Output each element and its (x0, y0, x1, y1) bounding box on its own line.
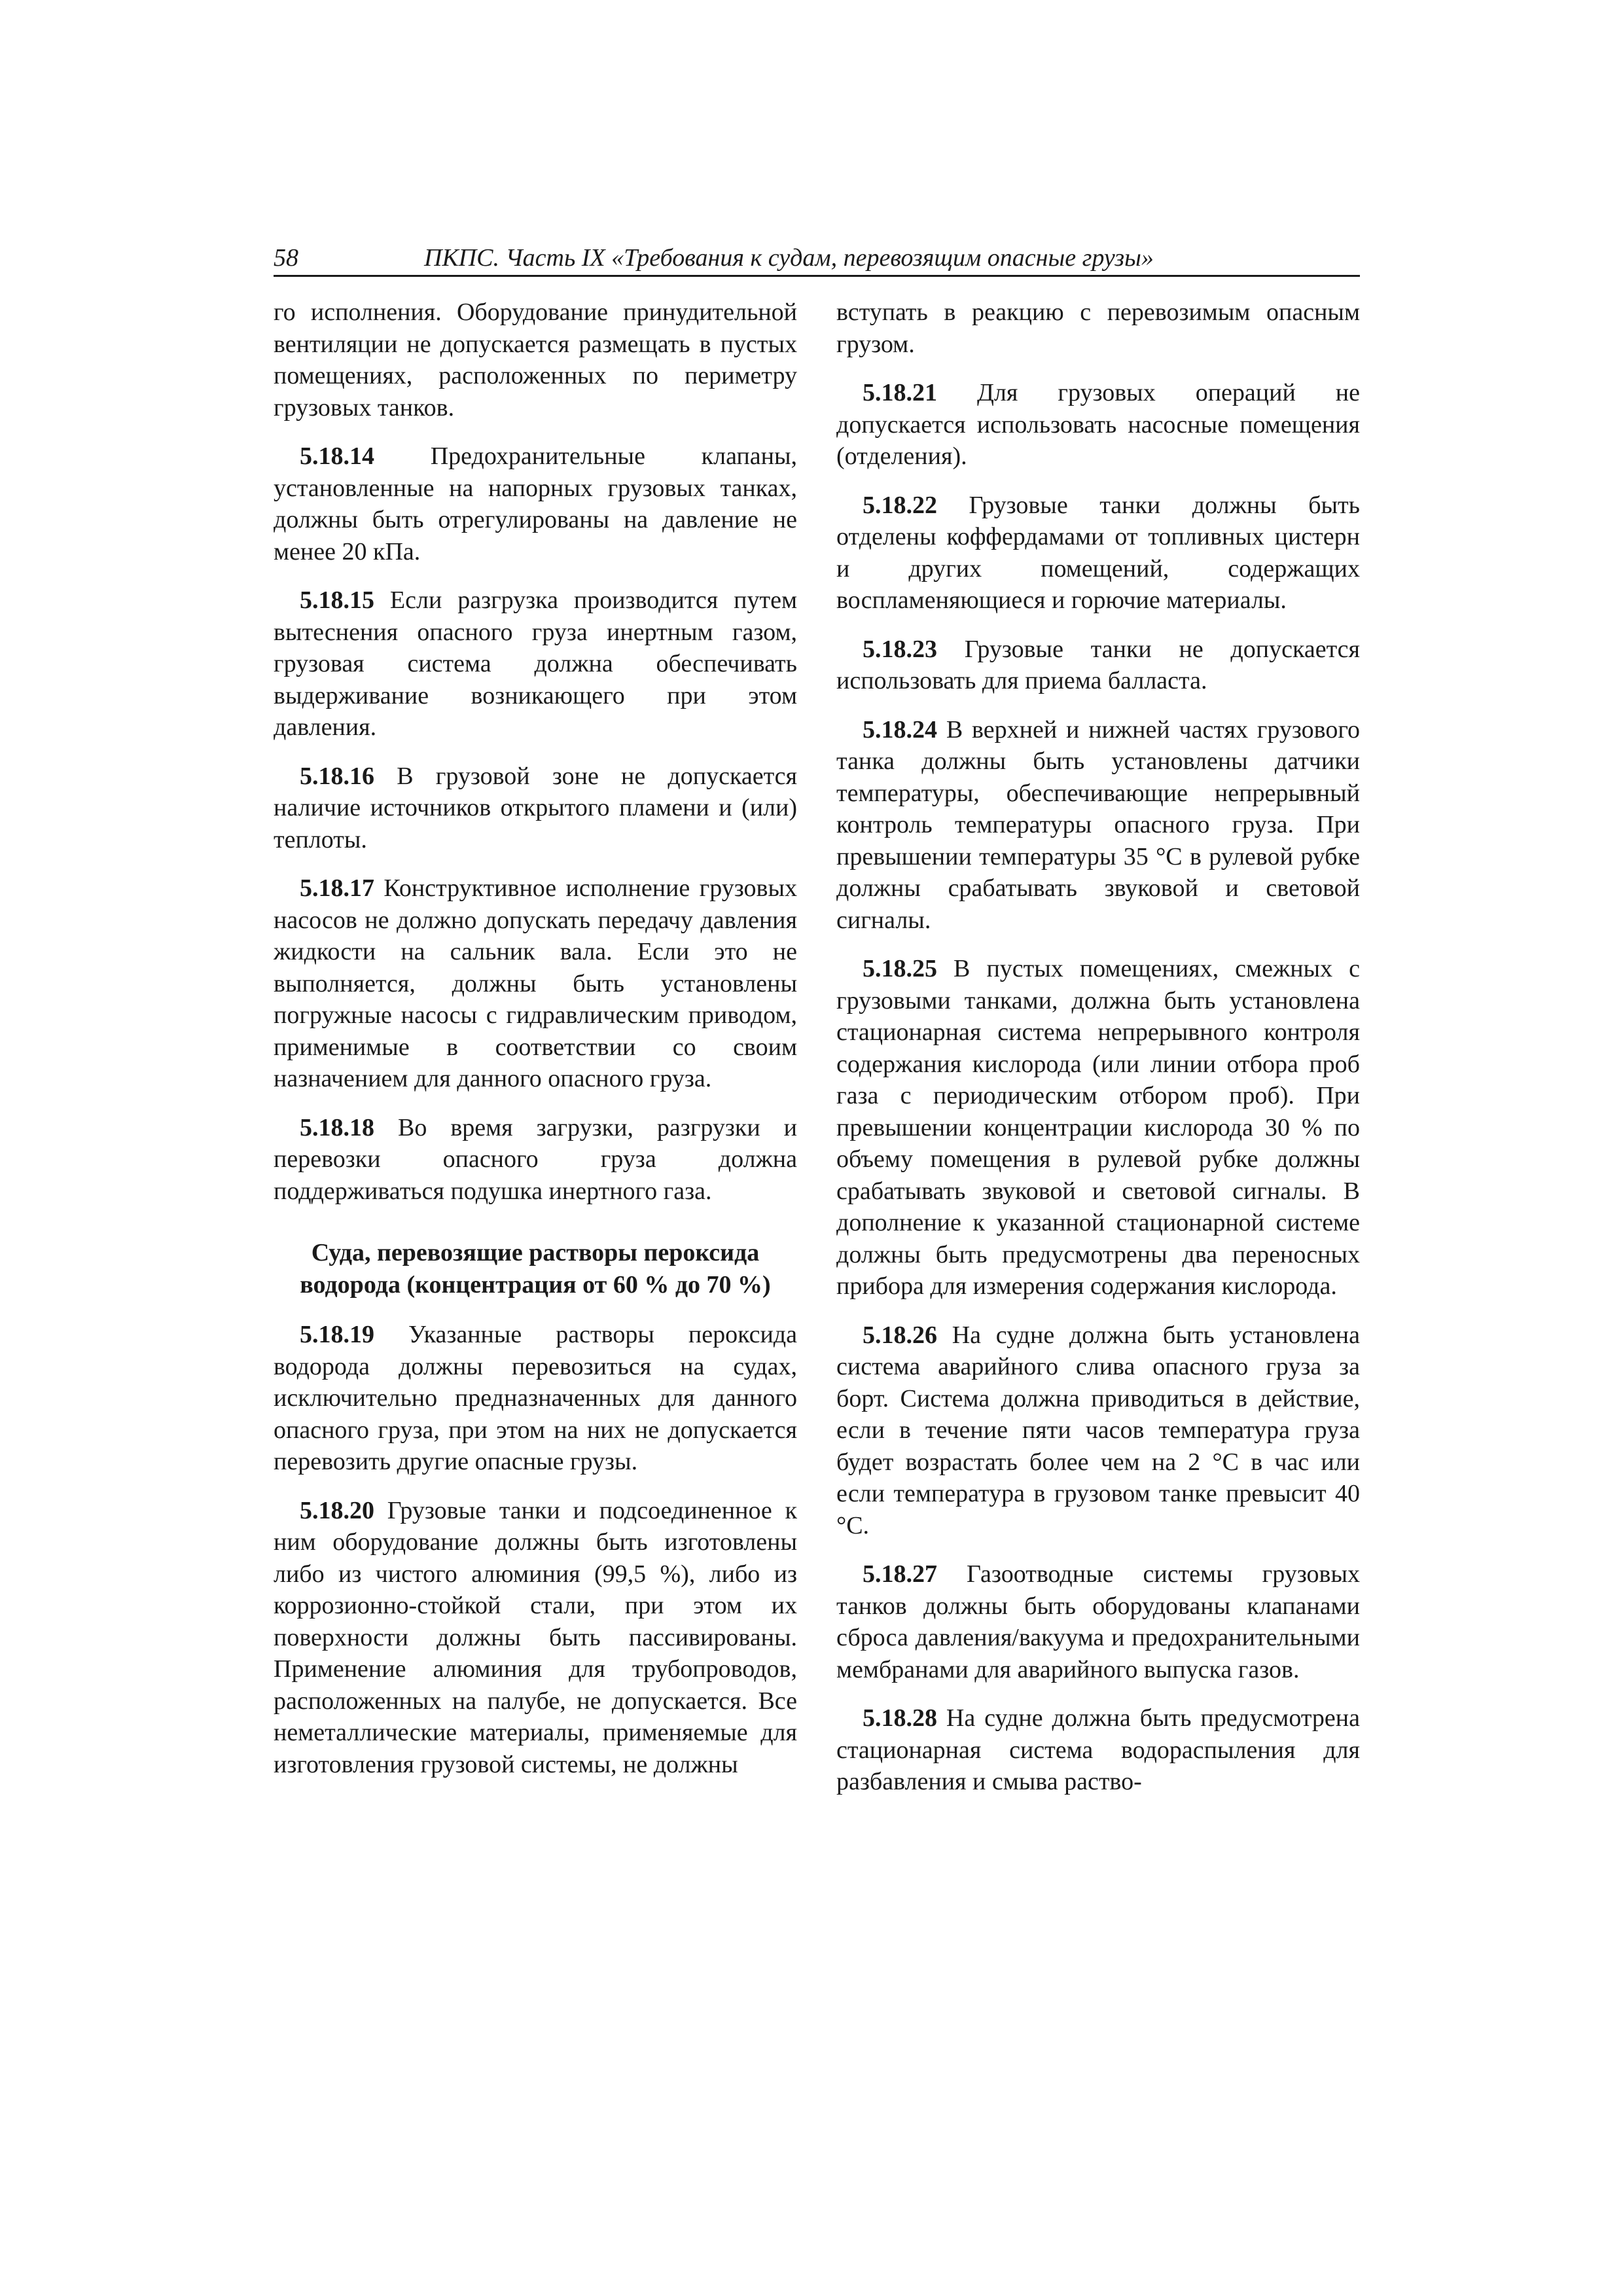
section-heading (274, 1237, 797, 1300)
document-page (274, 241, 1360, 1795)
clause-text: На судне должна быть предусмотрена стационарная система водораспыления для разбавления и смыва раство- (836, 1704, 1360, 1795)
clause-number: 5.18.21 (863, 379, 937, 406)
clause-text: Грузовые танки должны быть отделены коффердамами от топливных цистерн и других помещений, содержащих воспламеняющиеся и горючие материалы. (836, 491, 1360, 614)
clause-5-18-15 (274, 584, 797, 744)
clause-5-18-28 (836, 1702, 1360, 1798)
page-number: 58 (274, 244, 298, 272)
continued-paragraph: вступать в реакцию с перевозимым опасным грузом. (836, 298, 1360, 358)
clause-5-18-23 (836, 634, 1360, 697)
clause-text: Если разгрузка производится путем вытеснения опасного груза инертным газом, грузовая система должна обеспечивать выдерживание возникающего при этом давления. (274, 586, 797, 741)
continued-paragraph: го исполнения. Оборудование принудительной вентиляции не допускается размещать в пустых помещениях, расположенных по периметру грузовых танков. (274, 298, 797, 422)
clause-5-18-16 (274, 761, 797, 856)
clause-5-18-25 (836, 953, 1360, 1302)
clause-text: На судне должна быть установлена система аварийного слива опасного груза за борт. Система должна приводиться в действие, если в течение пяти часов температура груза будет возрастать более чем на 2 °С в час или если температура в грузовом танке превысит 40 °С. (836, 1321, 1360, 1539)
clause-number: 5.18.26 (863, 1321, 937, 1349)
clause-number: 5.18.16 (300, 762, 374, 790)
clause-number: 5.18.19 (300, 1321, 374, 1348)
section-heading-line-1: Суда, перевозящие растворы пероксида (311, 1239, 760, 1266)
clause-text: В пустых помещениях, смежных с грузовыми танками, должна быть установлена стационарная система непрерывного контроля содержания кислорода (или линии отбора проб газа с периодическим отбором проб). При превышении концентрации кислорода 30 % по объему помещения в рулевой рубке должны срабатывать звуковой и световой сигналы. В дополнение к указанной стационарной системе должны быть предусмотрены два переносных прибора для измерения содержания кислорода. (836, 955, 1360, 1300)
clause-number: 5.18.15 (300, 586, 374, 614)
clause-number: 5.18.27 (863, 1560, 937, 1588)
clause-number: 5.18.25 (863, 955, 937, 982)
clause-5-18-26 (836, 1319, 1360, 1542)
clause-number: 5.18.24 (863, 715, 937, 744)
clause-5-18-18 (274, 1112, 797, 1208)
clause-text: В верхней и нижней частях грузового танка должны быть установлены датчики температуры, обеспечивающие непрерывный контроль температуры опасного груза. При превышении температуры 35 °С в рулевой рубке должны срабатывать звуковой и световой сигналы. (836, 715, 1360, 934)
clause-text: Грузовые танки не допускается использовать для приема балласта. (836, 635, 1360, 694)
clause-5-18-21 (836, 377, 1360, 473)
clause-5-18-14 (274, 440, 797, 567)
clause-number: 5.18.17 (300, 874, 374, 902)
clause-number: 5.18.28 (863, 1704, 937, 1732)
clause-text: Указанные растворы пероксида водорода должны перевозиться на судах, исключительно предназначенных для данного опасного груза, при этом на них не допускается перевозить другие опасные грузы. (274, 1321, 797, 1475)
clause-5-18-24 (836, 714, 1360, 937)
clause-5-18-20 (274, 1495, 797, 1781)
clause-number: 5.18.14 (300, 442, 374, 470)
clause-text: Для грузовых операций не допускается использовать насосные помещения (отделения). (836, 379, 1360, 470)
section-heading-line-2: водорода (концентрация от 60 % до 70 %) (300, 1270, 771, 1299)
left-column (274, 296, 797, 1797)
clause-number: 5.18.20 (300, 1496, 374, 1524)
clause-text: В грузовой зоне не допускается наличие источников открытого пламени и (или) теплоты. (274, 762, 797, 853)
clause-5-18-17 (274, 872, 797, 1095)
clause-5-18-27 (836, 1558, 1360, 1685)
clause-number: 5.18.18 (300, 1113, 374, 1141)
clause-5-18-22 (836, 490, 1360, 617)
clause-text: Во время загрузки, разгрузки и перевозки опасного груза должна поддерживаться подушка инертного газа. (274, 1113, 797, 1205)
clause-text: Конструктивное исполнение грузовых насосов не должно допускать передачу давления жидкости на сальник вала. Если это не выполняется, должны быть установлены погружные насосы с гидравлическим приводом, применимые в соответствии со своим назначением для данного опасного груза. (274, 874, 797, 1092)
clause-number: 5.18.22 (863, 491, 937, 519)
clause-5-18-19 (274, 1319, 797, 1478)
clause-number: 5.18.23 (863, 635, 937, 663)
right-column (836, 296, 1360, 1815)
running-header (274, 241, 1360, 277)
running-header-title: ПКПС. Часть IX «Требования к судам, перевозящим опасные грузы» (424, 244, 1154, 272)
clause-text: Газоотводные системы грузовых танков должны быть оборудованы клапанами сброса давления/вакуума и предохранительными мембранами для аварийного выпуска газов. (836, 1560, 1360, 1683)
clause-text: Грузовые танки и подсоединенное к ним оборудование должны быть изготовлены либо из чистого алюминия (99,5 %), либо из коррозионно-стойкой стали, при этом их поверхности должны быть пассивированы. Применение алюминия для трубопроводов, расположенных на палубе, не допускается. Все неметаллические материалы, применяемые для изготовления грузовой системы, не должны (274, 1496, 797, 1778)
clause-text: Предохранительные клапаны, установленные на напорных грузовых танках, должны быть отрегулированы на давление не менее 20 кПа. (274, 442, 797, 565)
